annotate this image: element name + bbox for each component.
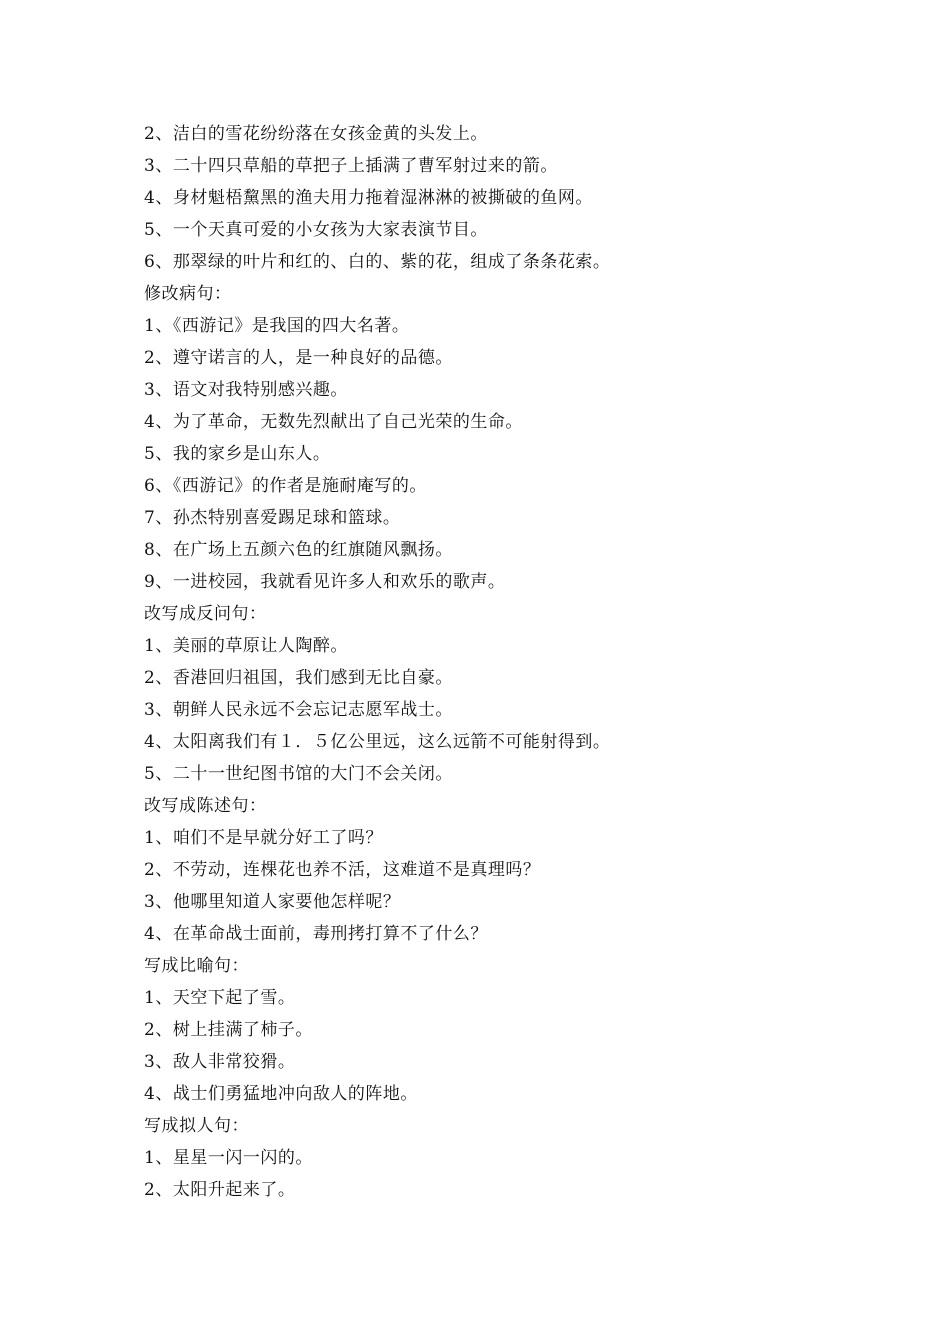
exercise-line: 2、树上挂满了柿子。 [144, 1020, 313, 1040]
exercise-line: 6、那翠绿的叶片和红的、白的、紫的花，组成了条条花索。 [144, 252, 611, 272]
section-heading: 改写成反问句： [144, 604, 267, 624]
exercise-line: 2、香港回归祖国，我们感到无比自豪。 [144, 668, 453, 688]
exercise-line: 6、《西游记》的作者是施耐庵写的。 [144, 476, 427, 496]
exercise-line: 5、一个天真可爱的小女孩为大家表演节目。 [144, 220, 488, 240]
section-heading: 修改病句： [144, 284, 232, 304]
document-body [144, 118, 844, 1206]
exercise-line: 3、语文对我特别感兴趣。 [144, 380, 348, 400]
exercise-line: 4、战士们勇猛地冲向敌人的阵地。 [144, 1084, 418, 1104]
section-heading: 写成拟人句： [144, 1116, 249, 1136]
exercise-line: 4、在革命战士面前，毒刑拷打算不了什么？ [144, 924, 488, 944]
exercise-line: 7、孙杰特别喜爱踢足球和篮球。 [144, 508, 401, 528]
exercise-line: 4、太阳离我们有１．５亿公里远，这么远箭不可能射得到。 [144, 732, 611, 752]
exercise-line: 4、为了革命，无数先烈献出了自己光荣的生命。 [144, 412, 523, 432]
exercise-line: 1、咱们不是早就分好工了吗？ [144, 828, 383, 848]
exercise-line: 4、身材魁梧黧黑的渔夫用力拖着湿淋淋的被撕破的鱼网。 [144, 188, 593, 208]
exercise-line: 3、二十四只草船的草把子上插满了曹军射过来的箭。 [144, 156, 558, 176]
exercise-line: 2、洁白的雪花纷纷落在女孩金黄的头发上。 [144, 124, 488, 144]
exercise-line: 3、敌人非常狡猾。 [144, 1052, 296, 1072]
exercise-line: 3、他哪里知道人家要他怎样呢？ [144, 892, 401, 912]
exercise-line: 8、在广场上五颜六色的红旗随风飘扬。 [144, 540, 453, 560]
exercise-line: 2、太阳升起来了。 [144, 1180, 296, 1200]
exercise-line: 9、一进校园，我就看见许多人和欢乐的歌声。 [144, 572, 506, 592]
exercise-line: 2、遵守诺言的人，是一种良好的品德。 [144, 348, 453, 368]
exercise-line: 5、二十一世纪图书馆的大门不会关闭。 [144, 764, 453, 784]
exercise-line: 5、我的家乡是山东人。 [144, 444, 331, 464]
section-heading: 改写成陈述句： [144, 796, 267, 816]
exercise-line: 1、天空下起了雪。 [144, 988, 296, 1008]
exercise-line: 1、星星一闪一闪的。 [144, 1148, 313, 1168]
exercise-line: 2、不劳动，连棵花也养不活，这难道不是真理吗？ [144, 860, 541, 880]
exercise-line: 1、美丽的草原让人陶醉。 [144, 636, 348, 656]
exercise-line: 3、朝鲜人民永远不会忘记志愿军战士。 [144, 700, 453, 720]
exercise-line: 1、《西游记》是我国的四大名著。 [144, 316, 410, 336]
section-heading: 写成比喻句： [144, 956, 249, 976]
